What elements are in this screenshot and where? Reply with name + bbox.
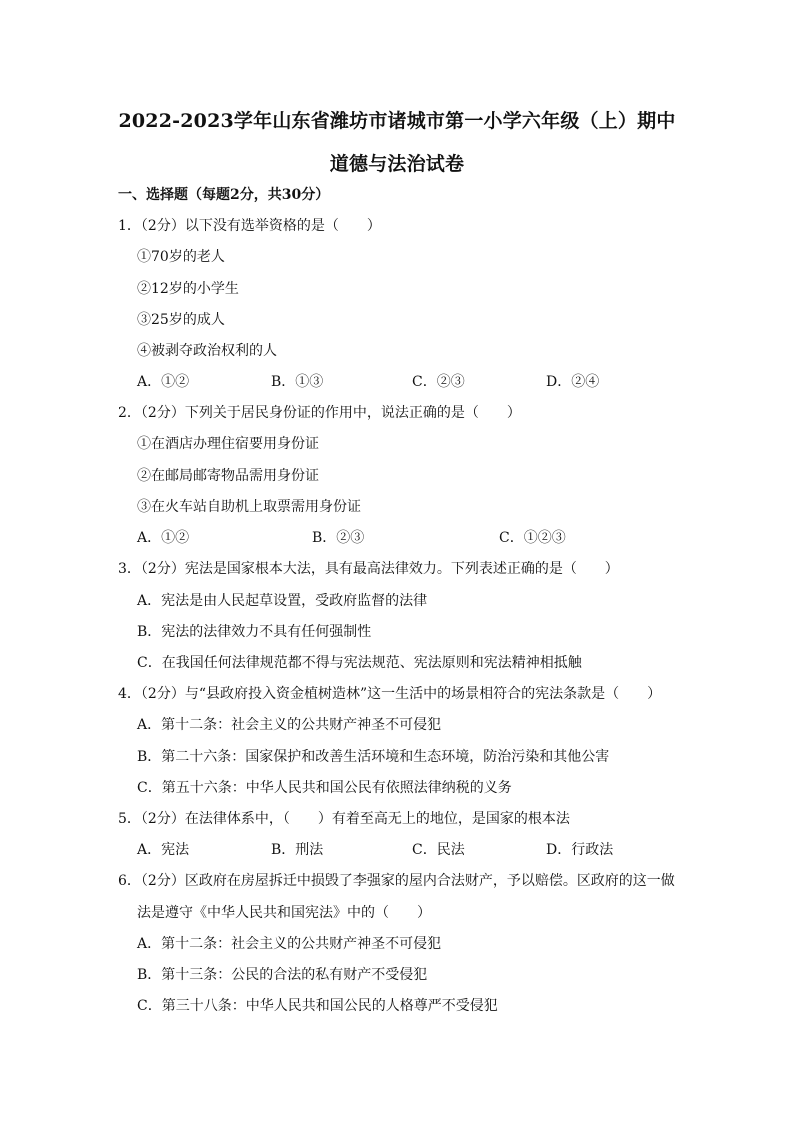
question-5-option-c: C．民法 [412, 842, 465, 858]
question-6-stem-continued: 法是遵守《中华人民共和国宪法》中的（ ） [137, 905, 431, 921]
question-4-option-a: A．第十二条：社会主义的公共财产神圣不可侵犯 [137, 717, 442, 733]
question-5-stem: 5．（2分）在法律体系中，（ ）有着至高无上的地位，是国家的根本法 [118, 811, 570, 827]
question-1-option-c: C．②③ [412, 374, 465, 390]
question-5-option-a: A．宪法 [137, 842, 190, 858]
question-2-stem: 2．（2分）下列关于居民身份证的作用中，说法正确的是（ ） [118, 405, 521, 421]
question-4-option-b: B．第二十六条：国家保护和改善生活环境和生态环境，防治污染和其他公害 [137, 749, 610, 765]
question-1-item: ③25岁的成人 [137, 312, 225, 328]
question-3-option-b: B．宪法的法律效力不具有任何强制性 [137, 624, 372, 640]
question-5-option-b: B．刑法 [271, 842, 324, 858]
question-3-option-c: C．在我国任何法律规范都不得与宪法规范、宪法原则和宪法精神相抵触 [137, 655, 582, 671]
question-6-option-a: A．第十二条：社会主义的公共财产神圣不可侵犯 [137, 936, 442, 952]
question-1-item: ①70岁的老人 [137, 249, 225, 265]
question-6-stem: 6．（2分）区政府在房屋拆迁中损毁了李强家的屋内合法财产，予以赔偿。区政府的这一做 [118, 873, 675, 889]
section-heading: 一、选择题（每题2分，共30分） [118, 187, 330, 203]
question-2-option-c: C．①②③ [499, 530, 566, 546]
question-1-option-d: D．②④ [546, 374, 600, 390]
exam-title-line1: 2022-2023学年山东省潍坊市诸城市第一小学六年级（上）期中 [118, 110, 676, 132]
question-3-option-a: A．宪法是由人民起草设置，受政府监督的法律 [137, 593, 428, 609]
question-4-stem: 4．（2分）与“县政府投入资金植树造林”这一生活中的场景相符合的宪法条款是（ ） [118, 686, 662, 702]
question-2-item: ①在酒店办理住宿要用身份证 [137, 436, 319, 452]
question-2-option-b: B．②③ [312, 530, 365, 546]
question-3-stem: 3．（2分）宪法是国家根本大法，具有最高法律效力。下列表述正确的是（ ） [118, 561, 619, 577]
question-1-option-a: A．①② [137, 374, 190, 390]
question-6-option-b: B．第十三条：公民的合法的私有财产不受侵犯 [137, 967, 428, 983]
question-1-stem: 1．（2分）以下没有选举资格的是（ ） [118, 218, 381, 234]
question-5-option-d: D．行政法 [546, 842, 614, 858]
question-6-option-c: C．第三十八条：中华人民共和国公民的人格尊严不受侵犯 [137, 998, 498, 1014]
question-1-item: ②12岁的小学生 [137, 281, 239, 297]
question-1-item: ④被剥夺政治权利的人 [137, 343, 277, 359]
question-4-option-c: C．第五十六条：中华人民共和国公民有依照法律纳税的义务 [137, 780, 512, 796]
exam-title-line2: 道德与法治试卷 [329, 153, 465, 175]
question-2-item: ③在火车站自助机上取票需用身份证 [137, 499, 361, 515]
question-1-option-b: B．①③ [271, 374, 324, 390]
question-2-item: ②在邮局邮寄物品需用身份证 [137, 468, 319, 484]
question-2-option-a: A．①② [137, 530, 190, 546]
